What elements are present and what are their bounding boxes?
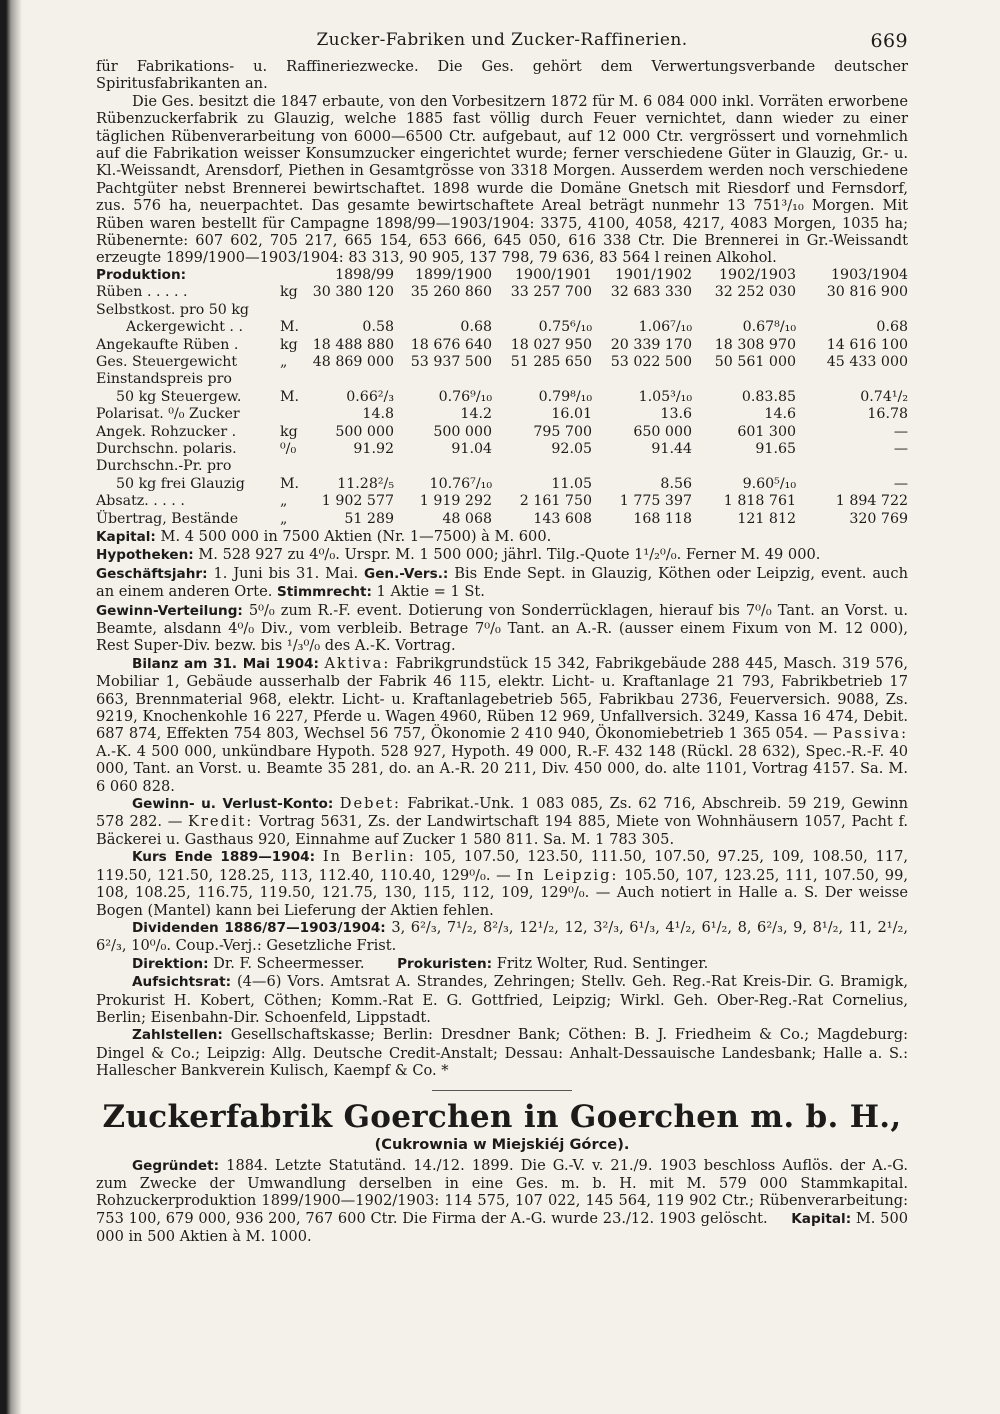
- production-row: [96, 511, 908, 528]
- production-cell: 1 902 577: [321, 493, 395, 510]
- production-cell: [796, 371, 908, 388]
- detail-text: 1884. Letzte Statutänd. 14./12. 1899. Die G.-V. v. 21./9. 1903 beschloss Auflös. der A.-G. zum Zwecke der Umwandlung derselben in eine Ges. m. b. H. mit M. 579 000 Stammkapital. Rohzuckerproduktion 1899/1900—1902/1903: 114 575, 107 022, 145 564, 119 902 Ctr.; Rübenverarbeitung: 753 100, 679 000, 936 200, 767 600 Ctr. Die Firma der A.-G. wurde 23./12. 1903 gelöscht.: [96, 1156, 909, 1227]
- production-cell: [394, 302, 492, 319]
- production-row-label: Angek. Rohzucker .: [96, 423, 237, 440]
- detail-zahlstellen: [96, 1026, 908, 1079]
- production-row-unit: [278, 406, 312, 423]
- production-row-unit: M.: [280, 475, 300, 492]
- production-cell: 51 285 650: [510, 353, 593, 370]
- production-cell: 35 260 860: [410, 284, 493, 301]
- detail-text: 1 Aktie = 1 St.: [376, 583, 485, 601]
- production-row-label: Durchschn.-Pr. pro: [96, 458, 232, 475]
- detail-label: Prokuristen:: [397, 955, 493, 972]
- page-number: 669: [870, 30, 908, 52]
- production-cell: 1.06⁷/₁₀: [638, 319, 693, 336]
- production-cell: 14.2: [460, 406, 493, 423]
- production-row: [96, 302, 908, 319]
- company2-founded: [96, 1157, 908, 1246]
- production-cell: 16.01: [551, 406, 593, 423]
- production-cell: 18 488 880: [312, 336, 395, 353]
- berlin-label: In Berlin:: [322, 848, 416, 866]
- production-row-label: Angekaufte Rüben .: [96, 336, 239, 353]
- production-header-row: [96, 267, 908, 284]
- detail-label: Direktion:: [132, 955, 209, 972]
- detail-label: Geschäftsjahr:: [96, 565, 208, 582]
- detail-label: Dividenden 1886/87—1903/1904:: [132, 919, 386, 936]
- passiva-text: A.-K. 4 500 000, unkündbare Hypoth. 528 927, Hypoth. 49 000, R.-F. 432 148 (Rückl. 28 632), Spec.-R.-F. 40 000, Tant. an Vorst. u. Beamte 35 281, do. an A.-R. 20 211, Div. 450 000, do. alte 1101, Vortrag 4157. Sa. M. 6 060 828.: [96, 742, 908, 795]
- production-cell: 32 683 330: [610, 284, 693, 301]
- production-row: [96, 319, 908, 336]
- year-header: 1901/1902: [615, 266, 693, 283]
- detail-text: (4—6) Vors. Amtsrat A. Strandes, Zehringen; Stellv. Geh. Reg.-Rat Kreis-Dir. G. Bramigk, Prokurist H. Kobert, Cöthen; Komm.-Rat E. G. Gottfried, Leipzig; Wirkl. Geh. Ober-Reg.-Rat Cornelius, Berlin; Eisenbahn-Dir. Schoenfeld, Lippstadt.: [96, 973, 908, 1026]
- production-cell: 320 769: [849, 510, 909, 527]
- detail-kurs: [96, 848, 908, 919]
- production-cell: 1 775 397: [619, 493, 693, 510]
- detail-text: 3, 6²/₃, 7¹/₂, 8²/₃, 12¹/₂, 12, 3²/₃, 6¹/₃, 4¹/₂, 6¹/₂, 8, 6²/₃, 9, 8¹/₂, 11, 2¹/₂, 6²/₃, 10⁰/₀. Coup.-Verj.: Gesetzliche Frist.: [96, 918, 909, 955]
- production-row: [96, 389, 908, 406]
- production-row-unit: „: [280, 510, 288, 527]
- detail-text: Dr. F. Scheermesser.: [213, 954, 365, 972]
- production-row-unit: kg: [280, 336, 298, 353]
- production-cell: 32 252 030: [714, 284, 797, 301]
- production-row: [96, 493, 908, 510]
- production-cell: [592, 458, 692, 475]
- detail-label: Zahlstellen:: [132, 1027, 223, 1044]
- production-cell: [312, 302, 394, 319]
- detail-text: Bis Ende Sept. in Glauzig, Köthen oder Leipzig, event. auch an einem anderen Orte.: [96, 564, 908, 601]
- production-cell: [312, 371, 394, 388]
- detail-dividenden: [96, 919, 908, 955]
- production-row: [96, 371, 908, 388]
- production-cell: [796, 458, 908, 475]
- production-cell: 33 257 700: [510, 284, 593, 301]
- production-row-label: 50 kg Steuergew.: [116, 388, 242, 405]
- production-cell: 13.6: [660, 406, 693, 423]
- page: [96, 30, 908, 1246]
- production-cell: 0.68: [460, 319, 493, 336]
- production-cell: 9.60⁵/₁₀: [742, 475, 797, 492]
- production-cell: 92.05: [551, 440, 593, 457]
- production-label: Produktion:: [96, 266, 187, 283]
- kredit-text: Vortrag 5631, Zs. der Landwirtschaft 194 885, Miete von Wohnhäusern 1057, Pacht f. Bäckerei u. Gasthaus 920, Einnahme auf Zucker 1 580 811. Sa. M. 1 783 305.: [96, 813, 908, 848]
- detail-label: Gewinn- u. Verlust-Konto:: [132, 796, 334, 813]
- production-cell: 0.58: [362, 319, 395, 336]
- aktiva-label: Aktiva:: [324, 654, 391, 672]
- production-cell: 8.56: [660, 475, 693, 492]
- detail-text: M. 4 500 000 in 7500 Aktien (Nr. 1—7500) à M. 600.: [160, 527, 552, 545]
- detail-kapital: [96, 528, 908, 546]
- company2-subtitle: (Cukrownia w Miejskiéj Górce).: [374, 1135, 630, 1153]
- production-row-label: 50 kg frei Glauzig: [116, 475, 245, 492]
- production-row-unit: [278, 371, 312, 388]
- production-cell: 11.05: [551, 475, 593, 492]
- production-cell: [592, 302, 692, 319]
- production-cell: 2 161 750: [519, 493, 593, 510]
- production-table: [96, 267, 908, 528]
- year-header: 1900/1901: [515, 266, 593, 283]
- production-cell: [492, 302, 592, 319]
- production-row-unit: ⁰/₀: [280, 440, 297, 457]
- detail-label: Gen.-Vers.:: [364, 565, 449, 582]
- production-cell: —: [893, 475, 909, 492]
- production-row: [96, 458, 908, 475]
- berlin-text: 105, 107.50, 123.50, 111.50, 107.50, 97.25, 109, 108.50, 117, 119.50, 121.50, 128.25, 113, 112.40, 110.40, 129⁰/₀. —: [96, 848, 909, 884]
- intro-paragraph-2: Die Ges. besitzt die 1847 erbaute, von den Vorbesitzern 1872 für M. 6 084 000 inkl. Vorräten erworbene Rübenzuckerfabrik zu Glauzig, welche 1885 fast völlig durch Feuer vernichtet, dann wieder zu einer täglichen Rübenverarbeitung von 6000—6500 Ctr. aufgebaut, auf 12 000 Ctr. vergrössert und vornehmlich auf die Fabrikation weisser Konsumzucker eingerichtet wurde; ferner verschiedene Güter in Glauzig, Gr.- u. Kl.-Weissandt, Arensdorf, Piethen in Gesamtgrösse von 3318 Morgen. Ausserdem werden noch verschiedene Pachtgüter nebst Brennerei bewirtschaftet. 1898 wurde die Domäne Gnetsch mit Riesdorf und Fernsdorf, zus. 576 ha, neuerpachtet. Das gesamte bewirtschaftete Areal beträgt nunmehr 13 751³/₁₀ Morgen. Mit Rüben waren bestellt für Campagne 1898/99—1903/1904: 3375, 4100, 4058, 4217, 4083 Morgen, 1035 ha; Rübenernte: 607 602, 705 217, 665 154, 653 666, 645 050, 616 338 Ctr. Die Brennerei in Gr.-Weissandt erzeugte 1899/1900—1903/1904: 83 313, 90 905, 137 798, 79 636, 83 564 l reinen Alkohol.: [96, 92, 908, 267]
- detail-text: M. 528 927 zu 4⁰/₀. Urspr. M. 1 500 000; jährl. Tilg.-Quote 1¹/₂⁰/₀. Ferner M. 49 000.: [198, 546, 821, 564]
- production-cell: 0.76⁹/₁₀: [438, 388, 493, 405]
- production-row-label: Selbstkost. pro 50 kg: [96, 301, 250, 318]
- detail-label: Gewinn-Verteilung:: [96, 602, 243, 619]
- detail-text: 5⁰/₀ zum R.-F. event. Dotierung von Sonderrücklagen, hierauf bis 7⁰/₀ Tant. an Vorst. u. Beamte, alsdann 4⁰/₀ Div., vom verbleib. Betrage 7⁰/₀ Tant. an A.-R. (ausser einem Fixum von M. 12 000), Rest Super-Div. bezw. bis ¹/₃⁰/₀ des A.-K. Vortrag.: [96, 601, 908, 655]
- detail-hypotheken: [96, 546, 908, 564]
- production-cell: 18 308 970: [714, 336, 797, 353]
- production-cell: 500 000: [335, 423, 395, 440]
- production-cell: —: [893, 423, 909, 440]
- production-row-unit: kg: [280, 423, 298, 440]
- production-cell: [692, 371, 796, 388]
- production-row: [96, 476, 908, 493]
- production-cell: —: [893, 440, 909, 457]
- production-row-unit: M.: [280, 319, 300, 336]
- production-cell: 14.6: [764, 406, 797, 423]
- debet-label: Debet:: [339, 795, 401, 813]
- detail-aufsichtsrat: [96, 973, 908, 1026]
- production-cell: 10.76⁷/₁₀: [429, 475, 493, 492]
- production-cell: 18 676 640: [410, 336, 493, 353]
- year-header: 1903/1904: [831, 266, 909, 283]
- production-cell: [394, 371, 492, 388]
- company2-title: Zuckerfabrik Goerchen in Goerchen m. b. H.,: [102, 1098, 902, 1135]
- production-cell: 53 937 500: [410, 353, 493, 370]
- production-cell: 601 300: [737, 423, 797, 440]
- year-header: 1898/99: [335, 266, 395, 283]
- production-cell: 1.05³/₁₀: [638, 388, 693, 405]
- detail-text: Fritz Wolter, Rud. Sentinger.: [496, 954, 709, 972]
- kredit-label: Kredit:: [188, 813, 254, 831]
- production-cell: 1 894 722: [835, 493, 909, 510]
- detail-label: Kapital:: [791, 1210, 852, 1227]
- production-cell: [692, 458, 796, 475]
- production-cell: [796, 302, 908, 319]
- production-cell: [692, 302, 796, 319]
- production-row: [96, 284, 908, 301]
- company-details: [96, 528, 908, 1080]
- production-cell: 16.78: [867, 406, 909, 423]
- leipzig-text: 105.50, 107, 123.25, 111, 107.50, 99, 108, 108.25, 116.75, 119.50, 121.75, 130, 115, 112, 109, 129⁰/₀. — Auch notiert in Halle a. S. Der weisse Bogen (Mantel) kann bei Lieferung der Aktien fehlen.: [96, 866, 909, 919]
- production-row: [96, 337, 908, 354]
- production-row-unit: „: [280, 353, 288, 370]
- production-row-label: Einstandspreis pro: [96, 371, 232, 388]
- section-divider: [432, 1090, 572, 1091]
- running-head-title: Zucker-Fabriken und Zucker-Raffinerien.: [316, 30, 688, 50]
- detail-text: M. 500 000 in 500 Aktien à M. 1000.: [96, 1209, 909, 1246]
- detail-gewinn-verteilung: [96, 602, 908, 655]
- production-cell: 14.8: [362, 406, 395, 423]
- detail-gewinn-verlust: [96, 795, 908, 848]
- production-row-label: Ackergewicht . .: [126, 319, 243, 336]
- production-cell: 121 812: [737, 510, 797, 527]
- detail-label: Kurs Ende 1889—1904:: [132, 849, 316, 866]
- production-row: [96, 441, 908, 458]
- production-row-label: Rüben . . . . .: [96, 284, 188, 301]
- production-row: [96, 354, 908, 371]
- production-row-unit: „: [280, 493, 288, 510]
- production-cell: 0.68: [876, 319, 909, 336]
- detail-label: Aufsichtsrat:: [132, 974, 231, 991]
- detail-label: Stimmrecht:: [277, 584, 372, 601]
- production-cell: 0.79⁸/₁₀: [538, 388, 593, 405]
- production-cell: 30 380 120: [312, 284, 395, 301]
- production-cell: 0.66²/₃: [346, 388, 395, 405]
- production-row-label: Übertrag, Bestände: [96, 510, 239, 527]
- detail-direktion: [96, 955, 908, 973]
- production-cell: 30 816 900: [826, 284, 909, 301]
- production-row-unit: [278, 302, 312, 319]
- detail-geschaeftsjahr: [96, 565, 908, 602]
- production-cell: 1 919 292: [419, 493, 493, 510]
- production-cell: [492, 371, 592, 388]
- production-cell: 168 118: [633, 510, 693, 527]
- production-row-label: Ges. Steuergewicht: [96, 353, 238, 370]
- production-cell: 14 616 100: [826, 336, 909, 353]
- running-head: [96, 30, 908, 58]
- production-cell: 91.04: [451, 440, 493, 457]
- production-cell: 18 027 950: [510, 336, 593, 353]
- production-cell: 50 561 000: [714, 353, 797, 370]
- detail-bilanz: [96, 655, 908, 795]
- passiva-label: Passiva:: [832, 725, 909, 743]
- production-row-unit: kg: [280, 284, 298, 301]
- detail-text: Gesellschaftskasse; Berlin: Dresdner Bank; Cöthen: B. J. Friedheim & Co.; Magdeburg: Dingel & Co.; Leipzig: Allg. Deutsche Credit-Anstalt; Dessau: Anhalt-Dessauische Landesbank; Halle a. S.: Hallescher Bankverein Kulisch, Kaempf & Co. *: [96, 1026, 909, 1080]
- production-cell: 51 289: [344, 510, 395, 527]
- production-cell: 143 608: [533, 510, 593, 527]
- production-cell: 53 022 500: [610, 353, 693, 370]
- production-cell: 11.28²/₅: [337, 475, 395, 492]
- intro-paragraph-1: für Fabrikations- u. Raffineriezwecke. Die Ges. gehört dem Verwertungsverbande deutscher Spiritusfabrikanten an.: [96, 58, 908, 93]
- detail-label: Bilanz am 31. Mai 1904:: [132, 655, 319, 672]
- production-cell: 650 000: [633, 423, 693, 440]
- production-row-unit: [278, 458, 312, 475]
- production-cell: [492, 458, 592, 475]
- production-cell: 500 000: [433, 423, 493, 440]
- detail-label: Kapital:: [96, 528, 156, 545]
- production-cell: 91.92: [353, 440, 395, 457]
- production-row-label: Absatz. . . . .: [96, 493, 185, 510]
- book-binding-edge: [0, 0, 22, 1414]
- production-cell: [592, 371, 692, 388]
- production-row: [96, 424, 908, 441]
- production-cell: 0.83.85: [741, 388, 797, 405]
- production-cell: 48 869 000: [312, 353, 395, 370]
- production-row-label: Polarisat. ⁰/₀ Zucker: [96, 406, 240, 423]
- production-cell: 91.65: [755, 440, 797, 457]
- leipzig-label: In Leipzig:: [516, 866, 619, 884]
- debet-text: Fabrikat.-Unk. 1 083 085, Zs. 62 716, Abschreib. 59 219, Gewinn 578 282. —: [96, 795, 909, 831]
- production-cell: [312, 458, 394, 475]
- production-cell: 795 700: [533, 423, 593, 440]
- production-cell: 91.44: [651, 440, 693, 457]
- detail-label: Hypotheken:: [96, 547, 194, 564]
- production-cell: 0.74¹/₂: [860, 388, 909, 405]
- production-cell: 0.75⁶/₁₀: [538, 319, 593, 336]
- aktiva-text: Fabrikgrundstück 15 342, Fabrikgebäude 288 445, Masch. 319 576, Mobiliar 1, Gebäude ausserhalb der Fabrik 46 115, elektr. Licht- u. Kraftanlage 21 793, Fabrikbetrieb 17 663, Brennmaterial 968, elektr. Licht- u. Kraftanlagebetrieb 565, Fabrikbau 2736, Feuerversich. 9088, Zs. 9219, Knochenkohle 16 227, Pferde u. Wagen 4960, Rüben 12 969, Unfallversich. 3249, Kassa 16 474, Debit. 687 874, Effekten 754 803, Wechsel 56 757, Ökonomie 2 410 940, Ökonomiebetrieb 1 365 054. —: [96, 654, 909, 743]
- detail-text: 1. Juni bis 31. Mai.: [213, 564, 359, 582]
- production-row: [96, 406, 908, 423]
- production-cell: 48 068: [442, 510, 493, 527]
- production-cell: 0.67⁸/₁₀: [742, 319, 797, 336]
- production-row-unit: M.: [280, 388, 300, 405]
- production-row-label: Durchschn. polaris.: [96, 440, 237, 457]
- production-cell: 45 433 000: [826, 353, 909, 370]
- year-header: 1899/1900: [415, 266, 493, 283]
- production-cell: 1 818 761: [723, 493, 797, 510]
- year-header: 1902/1903: [719, 266, 797, 283]
- production-cell: [394, 458, 492, 475]
- detail-label: Gegründet:: [132, 1157, 220, 1174]
- production-cell: 20 339 170: [610, 336, 693, 353]
